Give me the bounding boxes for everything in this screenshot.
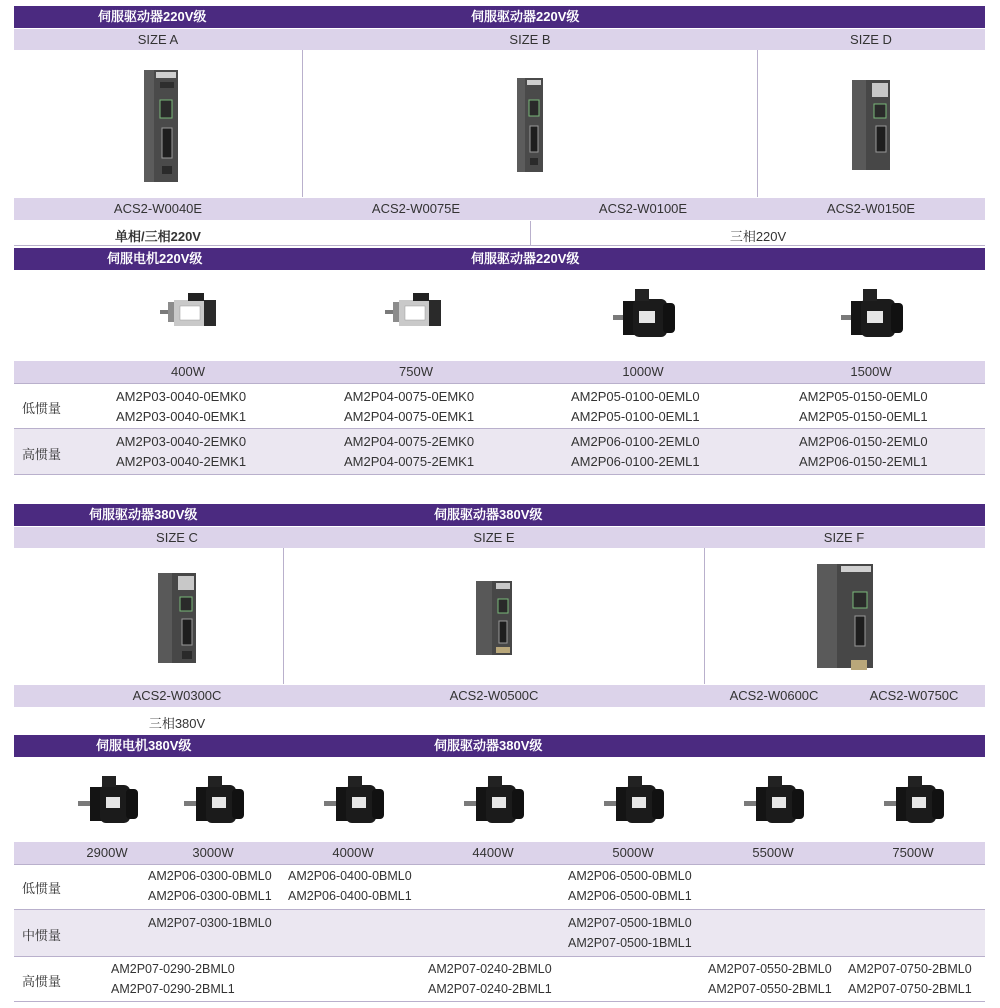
servo-motor-large-icon [613, 287, 677, 339]
drive-380-header-center: 伺服驱动器380V级 [434, 507, 543, 522]
motor-model: AM2P06-0100-2EML0 [571, 434, 700, 449]
motor-model: AM2P06-0150-2EML0 [799, 434, 928, 449]
drive-model: ACS2-W0600C [729, 688, 819, 703]
motor-model: AM2P05-0100-0EML1 [571, 409, 700, 424]
servo-motor-large-icon [744, 775, 806, 825]
motor-model: AM2P04-0075-0EMK1 [344, 409, 475, 424]
motor-model-cell [799, 387, 928, 427]
motor-380-power-bar [14, 842, 985, 864]
motor-model-cell [148, 914, 272, 934]
drive-380-header-left: 伺服驱动器380V级 [89, 507, 198, 522]
motor-model: AM2P05-0150-0EML1 [799, 409, 928, 424]
servo-motor-small-icon [160, 292, 218, 332]
motor-model-cell [571, 432, 700, 472]
divider-line [14, 245, 985, 246]
servo-motor-large-icon [78, 775, 140, 825]
motor-model: AM2P06-0100-2EML1 [571, 454, 700, 469]
motor-220-high-row [14, 429, 985, 474]
drive-220-header-center: 伺服驱动器220V级 [471, 9, 580, 24]
drive-380-phase-row [14, 708, 985, 732]
power-label: 3000W [192, 845, 234, 860]
inertia-label: 中惯量 [22, 928, 62, 943]
motor-380-header [14, 735, 985, 757]
servo-motor-large-icon [884, 775, 946, 825]
drive-model: ACS2-W0150E [826, 201, 916, 216]
motor-model-cell [116, 387, 246, 427]
motor-model: AM2P07-0500-1BML1 [568, 935, 692, 950]
motor-220-header-left: 伺服电机220V级 [107, 251, 203, 266]
motor-model: AM2P07-0750-2BML0 [848, 962, 972, 976]
drive-model: ACS2-W0500C [449, 688, 539, 703]
servo-motor-large-icon [464, 775, 526, 825]
motor-model: AM2P07-0550-2BML0 [708, 962, 832, 976]
drive-220-phase-row [14, 221, 985, 245]
motor-model: AM2P06-0500-0BML1 [568, 888, 692, 903]
motor-model: AM2P07-0290-2BML0 [111, 962, 235, 976]
power-label: 750W [399, 364, 433, 379]
power-label: 4000W [332, 845, 374, 860]
motor-model: AM2P07-0750-2BML1 [848, 981, 972, 996]
drive-380-size-bar [14, 527, 985, 548]
phase-label: 三相220V [729, 229, 787, 244]
motor-model: AM2P07-0550-2BML1 [708, 981, 832, 996]
phase-label: 三相380V [148, 716, 206, 731]
motor-model: AM2P03-0040-0EMK1 [116, 409, 247, 424]
servo-drive-icon [144, 70, 178, 182]
inertia-label: 高惯量 [22, 974, 62, 989]
motor-model: AM2P06-0500-0BML0 [568, 869, 692, 883]
motor-220-header-center: 伺服驱动器220V级 [471, 251, 580, 266]
column-divider [302, 50, 303, 197]
column-divider [704, 548, 705, 684]
column-divider [530, 221, 531, 245]
servo-drive-icon [852, 80, 890, 170]
inertia-label: 低惯量 [22, 401, 62, 416]
servo-drive-icon [817, 564, 873, 672]
motor-model-cell [799, 432, 928, 472]
servo-drive-icon [158, 573, 196, 663]
drive-220-model-bar [14, 198, 985, 220]
servo-motor-small-icon [385, 292, 443, 332]
drive-380-header [14, 504, 985, 526]
motor-model-cell [848, 960, 972, 999]
motor-380-header-left: 伺服电机380V级 [96, 738, 192, 753]
size-label: SIZE E [473, 530, 515, 545]
motor-model-cell [148, 867, 272, 906]
power-label: 1000W [622, 364, 664, 379]
power-label: 5000W [612, 845, 654, 860]
servo-drive-icon [476, 581, 512, 655]
drive-model: ACS2-W0100E [598, 201, 688, 216]
size-label: SIZE B [509, 32, 551, 47]
motor-model-cell [288, 867, 412, 906]
servo-motor-large-icon [324, 775, 386, 825]
motor-model: AM2P07-0240-2BML1 [428, 981, 552, 996]
motor-model: AM2P05-0100-0EML0 [571, 389, 700, 404]
motor-model: AM2P04-0075-0EMK0 [344, 389, 475, 404]
motor-model: AM2P06-0300-0BML1 [148, 888, 272, 903]
drive-220-size-bar [14, 29, 985, 50]
motor-model-cell [116, 432, 246, 472]
phase-label: 单相/三相220V [115, 229, 201, 244]
drive-model: ACS2-W0040E [113, 201, 203, 216]
drive-model: ACS2-W0075E [371, 201, 461, 216]
motor-model-cell [708, 960, 832, 999]
motor-model: AM2P03-0040-2EMK0 [116, 434, 247, 449]
motor-model-cell [428, 960, 552, 999]
motor-model-cell [344, 432, 474, 472]
size-label: SIZE F [823, 530, 865, 545]
servo-motor-large-icon [841, 287, 905, 339]
inertia-label: 低惯量 [22, 881, 62, 896]
motor-model-cell [568, 867, 692, 906]
motor-model: AM2P03-0040-0EMK0 [116, 389, 247, 404]
power-label: 400W [171, 364, 205, 379]
size-label: SIZE A [137, 32, 179, 47]
motor-380-header-center: 伺服驱动器380V级 [434, 738, 543, 753]
motor-220-header [14, 248, 985, 270]
divider-line [14, 474, 985, 475]
inertia-label: 高惯量 [22, 447, 62, 462]
drive-380-model-bar [14, 685, 985, 707]
size-label: SIZE C [156, 530, 198, 545]
motor-model-cell [344, 387, 474, 427]
motor-model: AM2P07-0300-1BML0 [148, 916, 272, 930]
drive-model: ACS2-W0750C [869, 688, 959, 703]
motor-model-cell [111, 960, 235, 999]
servo-drive-icon [517, 78, 543, 172]
motor-model: AM2P03-0040-2EMK1 [116, 454, 247, 469]
motor-model: AM2P04-0075-2EMK1 [344, 454, 475, 469]
motor-model: AM2P07-0290-2BML1 [111, 981, 235, 996]
servo-motor-large-icon [604, 775, 666, 825]
power-label: 4400W [472, 845, 514, 860]
size-label: SIZE D [850, 32, 892, 47]
power-label: 5500W [752, 845, 794, 860]
motor-model: AM2P06-0400-0BML1 [288, 888, 412, 903]
motor-model: AM2P06-0150-2EML1 [799, 454, 928, 469]
motor-model: AM2P06-0300-0BML0 [148, 869, 272, 883]
motor-380-low-row [14, 865, 985, 909]
drive-220-header [14, 6, 985, 28]
motor-model: AM2P07-0240-2BML0 [428, 962, 552, 976]
drive-220-header-left: 伺服驱动器220V级 [98, 9, 207, 24]
motor-model: AM2P05-0150-0EML0 [799, 389, 928, 404]
motor-model: AM2P04-0075-2EMK0 [344, 434, 475, 449]
column-divider [757, 50, 758, 197]
motor-380-mid-row [14, 910, 985, 956]
motor-model-cell [568, 914, 692, 953]
motor-model: AM2P06-0400-0BML0 [288, 869, 412, 883]
servo-motor-large-icon [184, 775, 246, 825]
column-divider [283, 548, 284, 684]
motor-220-low-row [14, 384, 985, 428]
motor-380-high-row [14, 957, 985, 1001]
motor-220-power-bar [14, 361, 985, 383]
divider-line [14, 1001, 985, 1002]
power-label: 1500W [850, 364, 892, 379]
drive-model: ACS2-W0300C [132, 688, 222, 703]
motor-model-cell [571, 387, 700, 427]
power-label: 7500W [892, 845, 934, 860]
motor-model: AM2P07-0500-1BML0 [568, 916, 692, 930]
power-label: 2900W [86, 845, 128, 860]
